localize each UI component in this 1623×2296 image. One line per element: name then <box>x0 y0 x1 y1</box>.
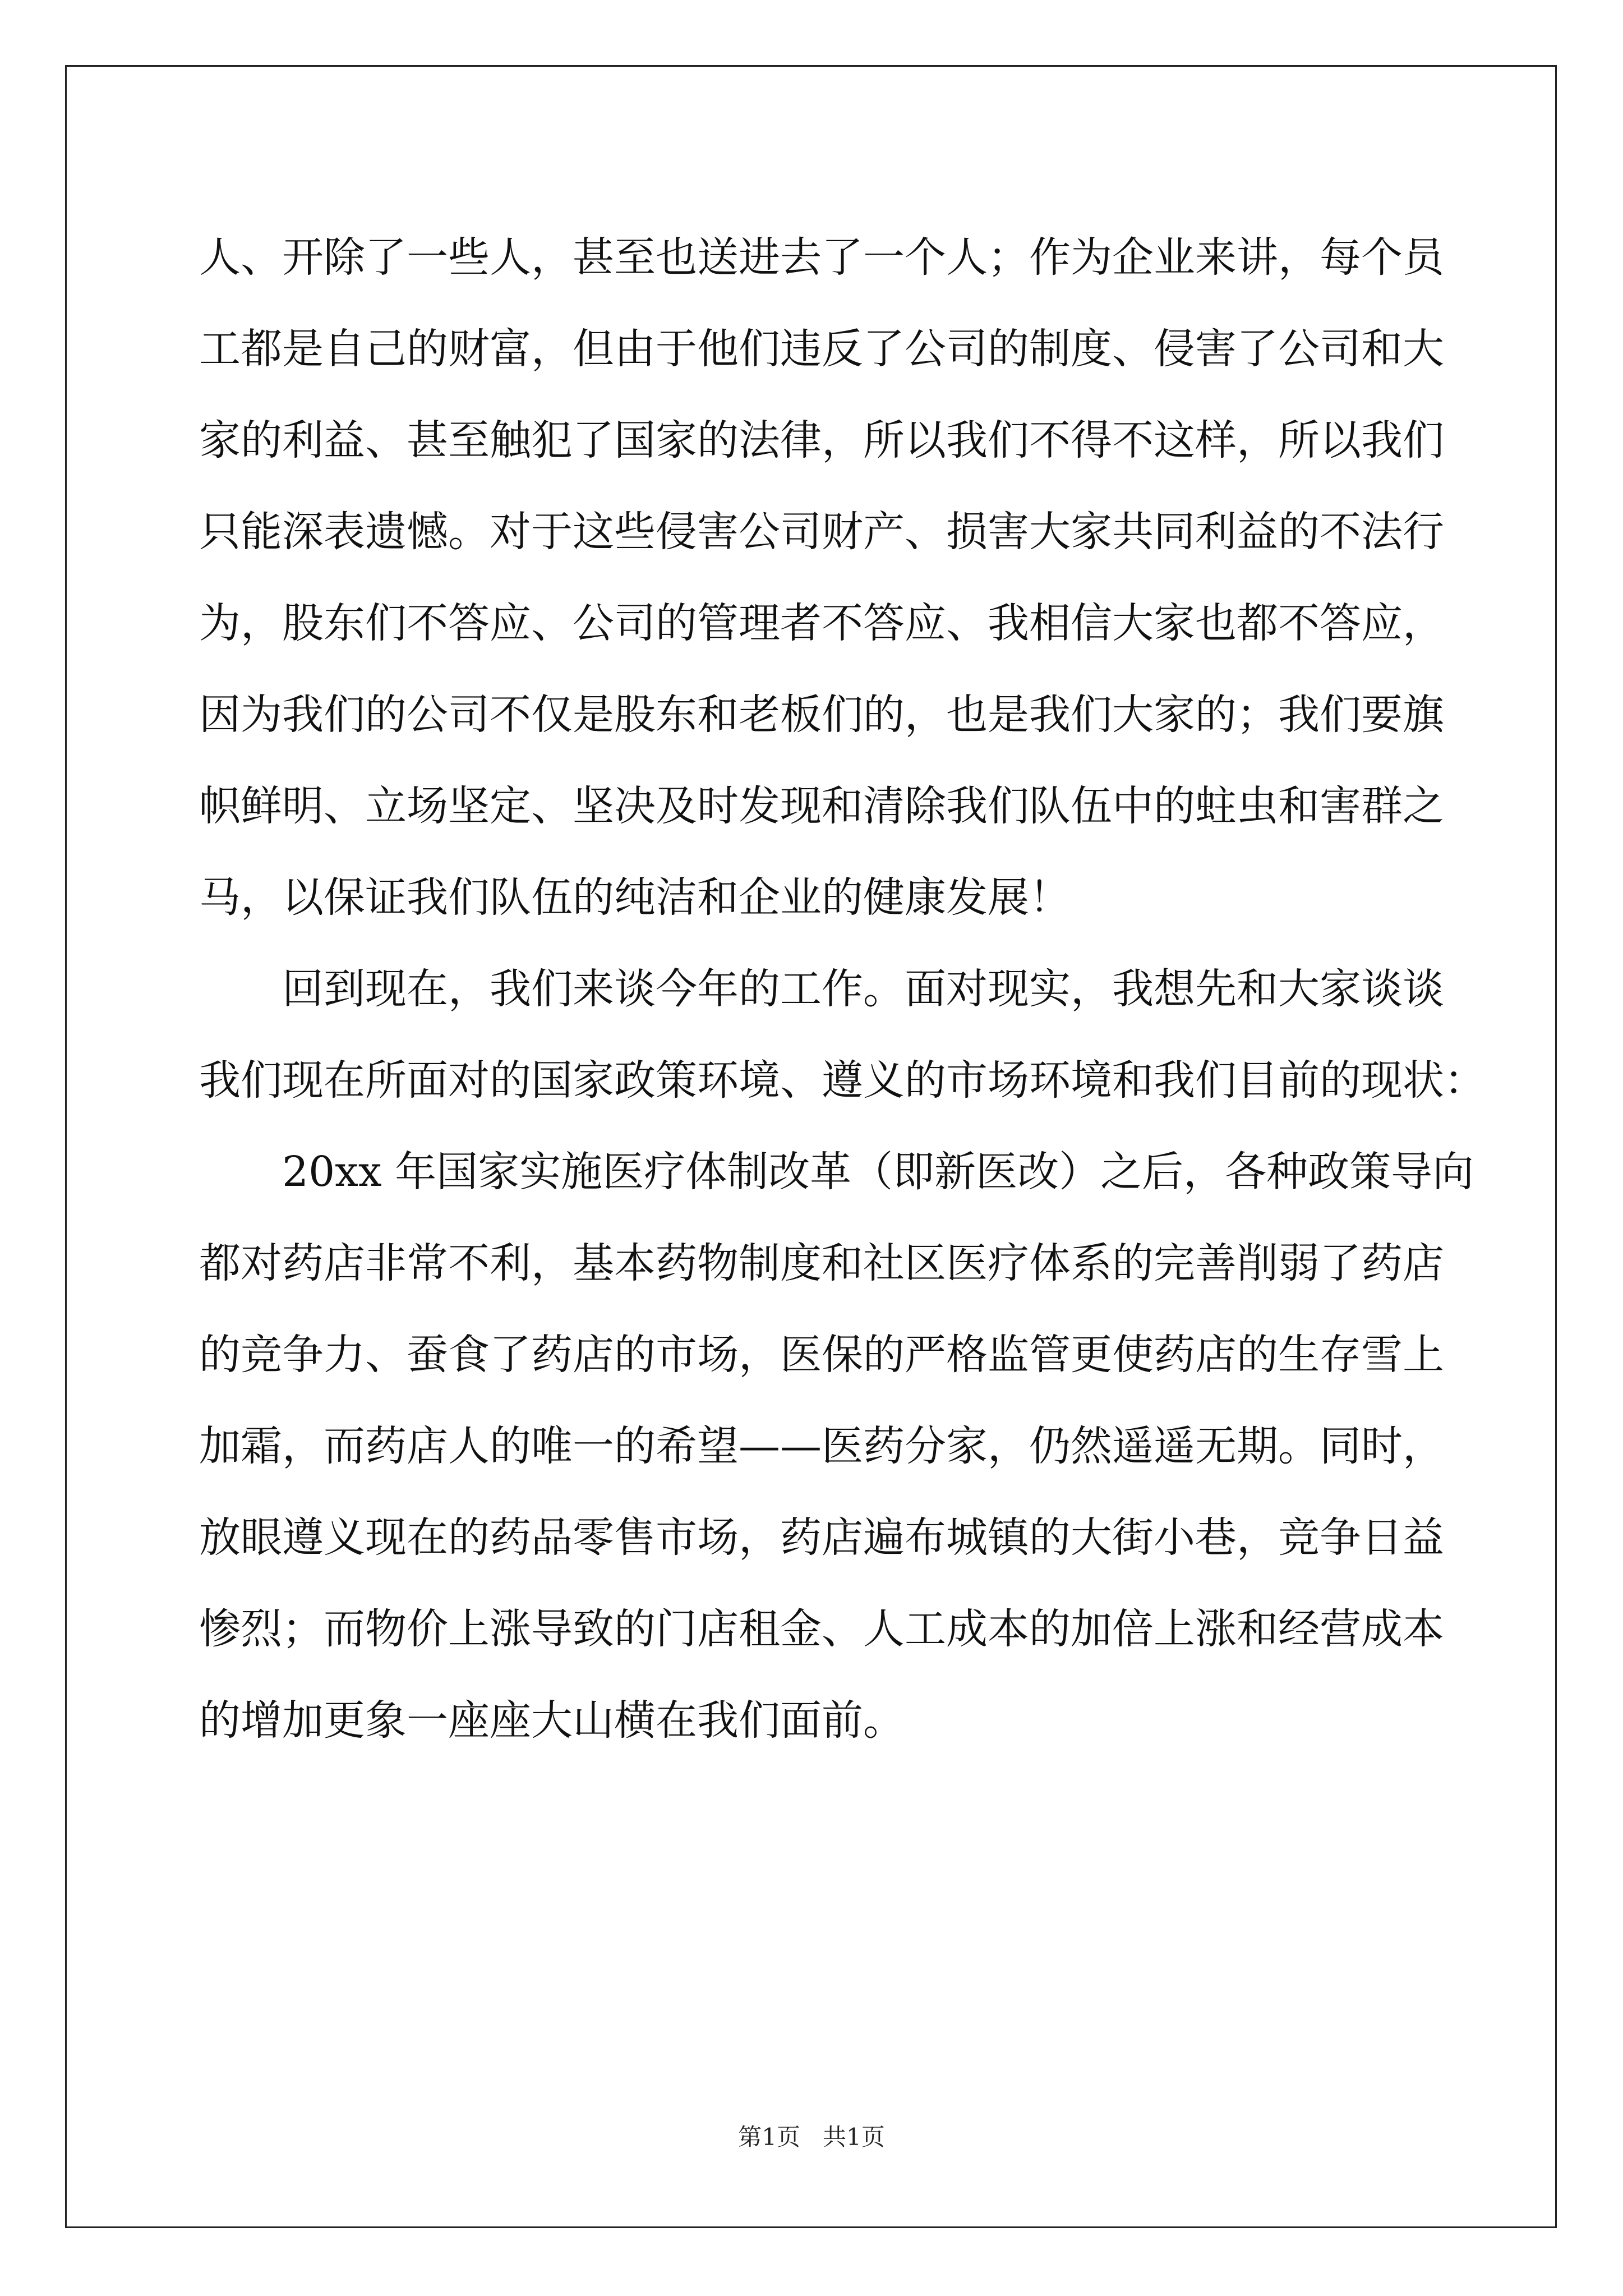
text-line: 都对药店非常不利，基本药物制度和社区医疗体系的完善削弱了药店 <box>199 1239 1444 1287</box>
text-line: 工都是自己的财富，但由于他们违反了公司的制度、侵害了公司和大 <box>199 325 1444 373</box>
page-footer: 第1页 共1页 <box>738 2123 885 2151</box>
text-line: 加霜，而药店人的唯一的希望——医药分家，仍然遥遥无期。同时， <box>199 1422 1444 1470</box>
text-line: 放眼遵义现在的药品零售市场，药店遍布城镇的大街小巷，竞争日益 <box>199 1513 1444 1562</box>
text-line: 惨烈；而物价上涨导致的门店租金、人工成本的加倍上涨和经营成本 <box>199 1605 1444 1653</box>
text-line: 只能深表遗憾。对于这些侵害公司财产、损害大家共同利益的不法行 <box>199 508 1444 556</box>
text-line: 为，股东们不答应、公司的管理者不答应、我相信大家也都不答应， <box>199 599 1444 647</box>
text-line: 20xx 年国家实施医疗体制改革（即新医改）之后，各种政策导向 <box>282 1148 1474 1196</box>
text-line: 我们现在所面对的国家政策环境、遵义的市场环境和我们目前的现状： <box>199 1056 1486 1105</box>
text-line: 帜鲜明、立场坚定、坚决及时发现和清除我们队伍中的蛀虫和害群之 <box>199 782 1444 830</box>
text-line: 因为我们的公司不仅是股东和老板们的，也是我们大家的；我们要旗 <box>199 691 1444 739</box>
text-line: 的增加更象一座座大山横在我们面前。 <box>199 1696 905 1745</box>
text-line: 家的利益、甚至触犯了国家的法律，所以我们不得不这样，所以我们 <box>199 416 1444 464</box>
text-line: 马，以保证我们队伍的纯洁和企业的健康发展！ <box>199 873 1071 922</box>
text-line: 的竞争力、蚕食了药店的市场，医保的严格监管更使药店的生存雪上 <box>199 1331 1444 1379</box>
text-line: 人、开除了一些人，甚至也送进去了一个人；作为企业来讲，每个员 <box>199 233 1444 282</box>
text-line: 回到现在，我们来谈今年的工作。面对现实，我想先和大家谈谈 <box>282 965 1444 1013</box>
document-body <box>199 212 1486 1766</box>
